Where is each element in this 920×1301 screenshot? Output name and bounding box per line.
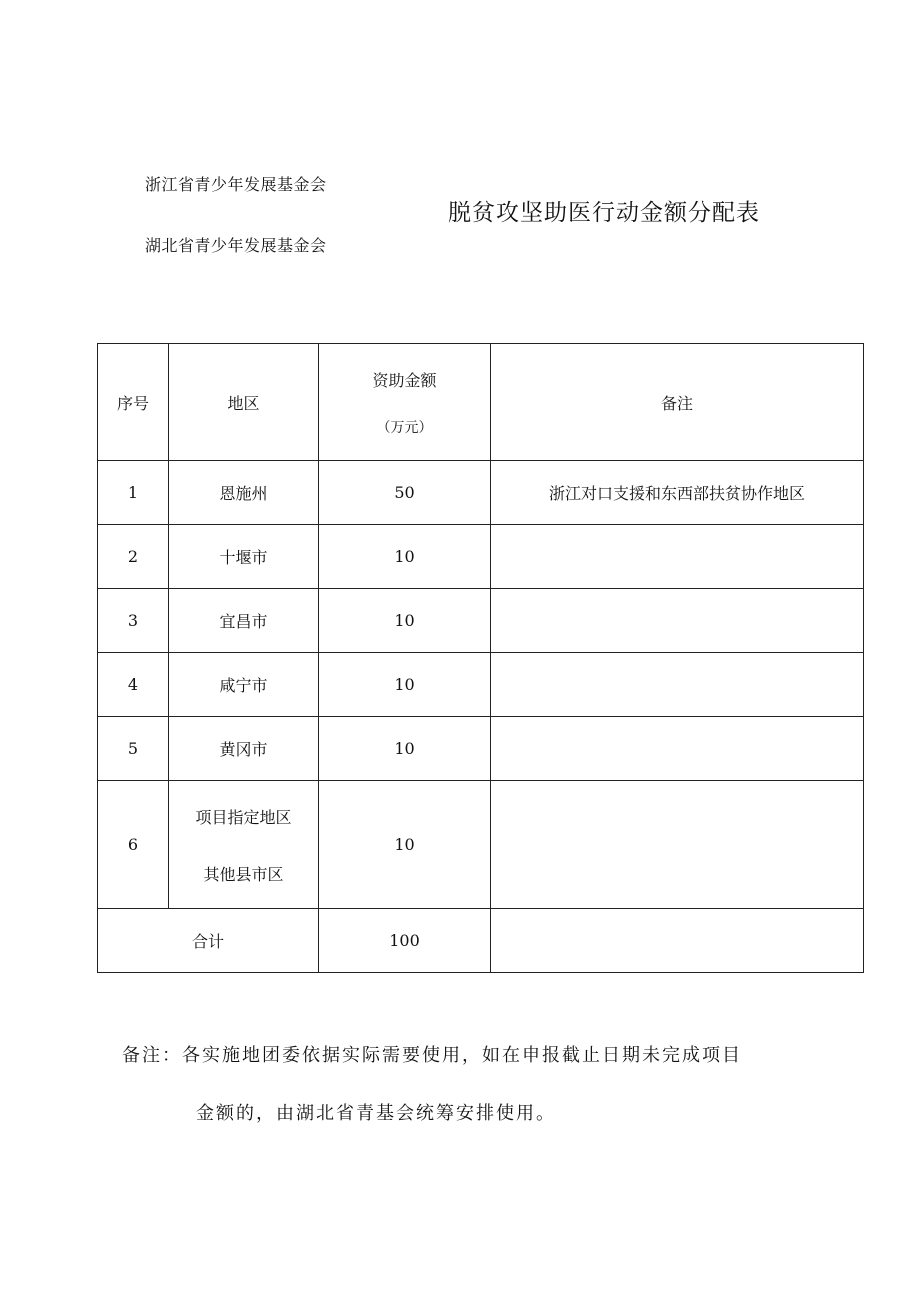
allocation-table — [97, 343, 864, 973]
total-amount: 100 — [319, 909, 491, 973]
cell-amount: 10 — [319, 653, 491, 717]
header-remark: 备注 — [491, 344, 864, 461]
header-amount-label: 资助金额 — [372, 370, 437, 390]
cell-remark — [491, 525, 864, 589]
table-header-row — [98, 344, 864, 461]
cell-remark — [491, 781, 864, 909]
table-row — [98, 717, 864, 781]
header-index: 序号 — [98, 344, 169, 461]
cell-index: 4 — [98, 653, 169, 717]
cell-remark: 浙江对口支援和东西部扶贫协作地区 — [491, 461, 864, 525]
header-amount-unit: （万元） — [376, 419, 433, 436]
cell-index: 3 — [98, 589, 169, 653]
cell-index: 2 — [98, 525, 169, 589]
header-region: 地区 — [169, 344, 319, 461]
document-title: 脱贫攻坚助医行动金额分配表 — [448, 200, 760, 226]
table-row — [98, 653, 864, 717]
cell-remark — [491, 717, 864, 781]
org-name-zhejiang: 浙江省青少年发展基金会 — [145, 175, 327, 194]
footnote-line1: 备注：各实施地团委依据实际需要使用，如在申报截止日期未完成项目 — [122, 1045, 742, 1066]
table-row — [98, 461, 864, 525]
cell-region: 恩施州 — [169, 461, 319, 525]
cell-amount: 10 — [319, 781, 491, 909]
footnote-line2: 金额的，由湖北省青基会统筹安排使用。 — [196, 1103, 556, 1124]
total-label: 合计 — [98, 909, 319, 973]
cell-remark — [491, 653, 864, 717]
cell-index: 5 — [98, 717, 169, 781]
cell-region: 十堰市 — [169, 525, 319, 589]
header-amount — [319, 344, 491, 461]
table-row — [98, 525, 864, 589]
cell-region: 咸宁市 — [169, 653, 319, 717]
cell-amount: 50 — [319, 461, 491, 525]
cell-amount: 10 — [319, 525, 491, 589]
cell-region-line1: 项目指定地区 — [195, 807, 292, 827]
cell-amount: 10 — [319, 717, 491, 781]
cell-amount: 10 — [319, 589, 491, 653]
cell-index: 6 — [98, 781, 169, 909]
total-remark — [491, 909, 864, 973]
cell-region: 宜昌市 — [169, 589, 319, 653]
table-row — [98, 589, 864, 653]
table-total-row — [98, 909, 864, 973]
cell-index: 1 — [98, 461, 169, 525]
cell-region — [169, 781, 319, 909]
table-row — [98, 781, 864, 909]
org-name-hubei: 湖北省青少年发展基金会 — [145, 236, 327, 255]
cell-remark — [491, 589, 864, 653]
cell-region: 黄冈市 — [169, 717, 319, 781]
cell-region-line2: 其他县市区 — [203, 864, 284, 884]
